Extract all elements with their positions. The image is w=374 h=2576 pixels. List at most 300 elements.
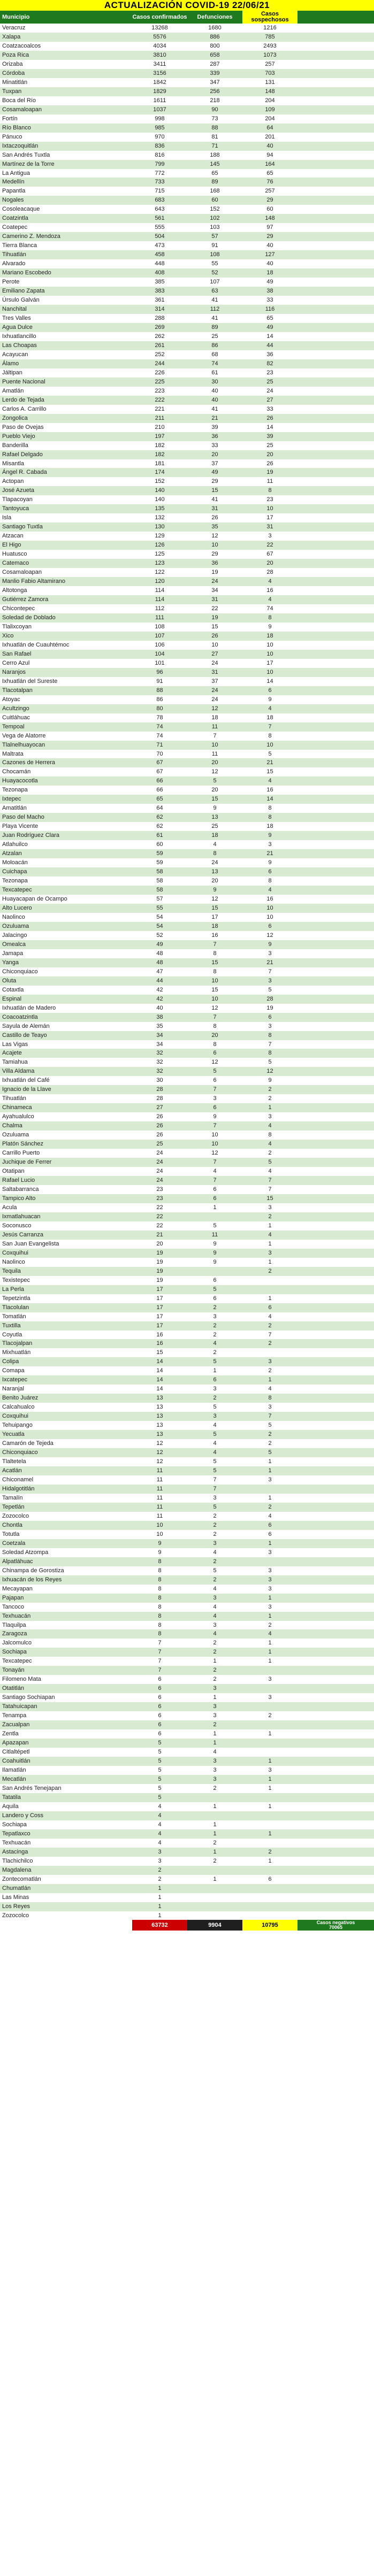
confirmados-cell: 101: [155, 659, 165, 666]
sospechosos-cell: 3: [268, 1576, 272, 1583]
sospechosos-cell: 3: [268, 1358, 272, 1365]
row-spacer: [297, 1512, 374, 1521]
municipio-cell: Nogales: [2, 197, 24, 204]
row-spacer: [297, 1720, 374, 1729]
municipio-cell: Naolinco: [2, 913, 25, 920]
row-spacer: [297, 822, 374, 831]
row-spacer: [297, 1140, 374, 1149]
confirmados-cell: 111: [155, 614, 164, 621]
table-row: [0, 668, 374, 677]
sospechosos-cell: 3: [268, 841, 272, 848]
sospechosos-cell: 4: [268, 705, 272, 712]
municipio-cell: Poza Rica: [2, 51, 29, 58]
row-spacer: [297, 1548, 374, 1557]
row-spacer: [297, 595, 374, 604]
defunciones-cell: 10: [211, 977, 218, 984]
municipio-cell: San Andrés Tenejapan: [2, 1785, 62, 1791]
confirmados-cell: 8: [158, 1594, 162, 1601]
sospechosos-cell: 3: [268, 1022, 272, 1029]
municipio-cell: Veracruz: [2, 25, 26, 31]
confirmados-cell: 22: [156, 1213, 163, 1220]
row-spacer: [297, 1557, 374, 1566]
sospechosos-cell: 6: [268, 922, 272, 929]
confirmados-cell: 5: [158, 1775, 162, 1782]
row-spacer: [297, 1303, 374, 1312]
confirmados-cell: 20: [156, 1240, 163, 1247]
defunciones-cell: 25: [211, 823, 218, 830]
table-row: [0, 822, 374, 831]
row-spacer: [297, 895, 374, 904]
table-row: [0, 976, 374, 986]
table-row: [0, 1811, 374, 1820]
municipio-cell: Acatlán: [2, 1467, 22, 1474]
row-spacer: [297, 1757, 374, 1766]
municipio-cell: Ixtaczoquitlán: [2, 142, 39, 149]
table-row: [0, 1802, 374, 1811]
table-row: [0, 423, 374, 432]
row-spacer: [297, 986, 374, 995]
confirmados-cell: 24: [156, 1150, 163, 1157]
sospechosos-cell: 4: [268, 1512, 272, 1519]
defunciones-cell: 2: [213, 1839, 217, 1846]
row-spacer: [297, 124, 374, 133]
municipio-cell: Cosamaloapan: [2, 106, 42, 113]
defunciones-cell: 7: [213, 941, 217, 948]
municipio-cell: Cosamaloapan: [2, 569, 42, 576]
row-spacer: [297, 1076, 374, 1085]
row-spacer: [297, 1231, 374, 1240]
table-row: [0, 96, 374, 105]
table-row: [0, 1793, 374, 1802]
municipio-cell: Tempoal: [2, 723, 25, 730]
row-spacer: [297, 69, 374, 78]
defunciones-cell: 107: [210, 279, 220, 286]
row-spacer: [297, 133, 374, 142]
municipio-cell: Soledad de Doblado: [2, 614, 56, 621]
municipio-cell: Espinal: [2, 995, 22, 1002]
municipio-cell: Tonayán: [2, 1667, 25, 1674]
sospechosos-cell: 76: [266, 179, 273, 186]
row-spacer: [297, 641, 374, 650]
municipio-cell: Huayacapan de Ocampo: [2, 896, 67, 902]
defunciones-cell: 15: [211, 487, 218, 494]
defunciones-cell: 6: [213, 1050, 217, 1057]
table-row: [0, 967, 374, 976]
confirmados-cell: 11: [156, 1467, 163, 1474]
municipio-cell: Coatepec: [2, 224, 28, 231]
municipio-cell: Huatusco: [2, 551, 27, 558]
municipio-cell: Actopan: [2, 478, 24, 485]
sospechosos-cell: 18: [266, 714, 273, 721]
municipio-cell: Ixhuatlán del Café: [2, 1077, 50, 1084]
table-row: [0, 1194, 374, 1203]
municipio-cell: Chumatlán: [2, 1885, 31, 1891]
sospechosos-cell: 9: [268, 941, 272, 948]
row-spacer: [297, 722, 374, 732]
confirmados-cell: 504: [155, 233, 165, 240]
row-spacer: [297, 1421, 374, 1430]
defunciones-cell: 8: [213, 1041, 217, 1048]
table-row: [0, 895, 374, 904]
confirmados-cell: 130: [155, 524, 165, 530]
table-row: [0, 178, 374, 187]
sospechosos-cell: 3: [268, 1676, 272, 1683]
table-row: [0, 296, 374, 305]
defunciones-cell: 9: [213, 805, 217, 812]
municipio-cell: San Andrés Tuxtla: [2, 151, 50, 158]
defunciones-cell: [187, 1866, 242, 1875]
sospechosos-cell: 36: [266, 351, 273, 358]
sospechosos-cell: 3: [268, 1477, 272, 1483]
table-row: [0, 42, 374, 51]
row-spacer: [297, 350, 374, 359]
sospechosos-cell: [242, 1793, 297, 1802]
row-spacer: [297, 713, 374, 722]
table-row: [0, 259, 374, 268]
municipio-cell: Ixhuatlancillo: [2, 333, 36, 340]
defunciones-cell: 11: [211, 1231, 218, 1238]
sospechosos-cell: 22: [266, 542, 273, 549]
table-row: [0, 1629, 374, 1639]
municipio-cell: Zaragoza: [2, 1631, 27, 1637]
table-row: [0, 1639, 374, 1648]
row-spacer: [297, 1811, 374, 1820]
table-row: [0, 886, 374, 895]
defunciones-cell: 55: [211, 260, 218, 267]
defunciones-cell: 2: [213, 1640, 217, 1647]
table-row: [0, 459, 374, 468]
sospechosos-cell: 8: [268, 814, 272, 821]
municipio-cell: Ixhuatlán del Sureste: [2, 678, 58, 685]
confirmados-cell: 799: [155, 160, 165, 167]
municipio-cell: Zentla: [2, 1731, 19, 1737]
defunciones-cell: 12: [211, 1150, 218, 1157]
confirmados-cell: 1: [158, 1903, 162, 1910]
row-spacer: [297, 1539, 374, 1548]
sospechosos-cell: 40: [266, 260, 273, 267]
municipio-cell: Misantla: [2, 460, 24, 467]
row-spacer: [297, 468, 374, 477]
row-spacer: [297, 1049, 374, 1058]
row-spacer: [297, 995, 374, 1004]
row-spacer: [297, 1766, 374, 1775]
table-row: [0, 958, 374, 967]
sospechosos-cell: 3: [268, 1567, 272, 1574]
defunciones-cell: 74: [211, 360, 218, 367]
defunciones-cell: 12: [211, 1004, 218, 1011]
table-row: [0, 323, 374, 332]
municipio-cell: Rafael Lucio: [2, 1177, 35, 1184]
table-row: [0, 1149, 374, 1158]
sospechosos-cell: 14: [266, 424, 273, 430]
confirmados-cell: 38: [156, 1013, 163, 1020]
sospechosos-cell: 8: [268, 1395, 272, 1402]
confirmados-cell: 71: [156, 741, 163, 748]
defunciones-cell: 13: [211, 814, 218, 821]
row-spacer: [297, 1775, 374, 1784]
confirmados-cell: 106: [155, 641, 165, 648]
municipio-cell: Chalma: [2, 1122, 22, 1129]
header-confirmados: Casos confirmados: [132, 13, 187, 20]
municipio-cell: Santiago Sochiapan: [2, 1694, 55, 1701]
confirmados-cell: 998: [155, 115, 165, 122]
municipio-cell: Álamo: [2, 360, 19, 367]
defunciones-cell: 2: [213, 1521, 217, 1528]
municipio-cell: Coetzala: [2, 1540, 26, 1547]
sospechosos-cell: 19: [266, 1004, 273, 1011]
defunciones-cell: 49: [211, 469, 218, 476]
municipio-cell: Texhuacán: [2, 1839, 31, 1846]
confirmados-cell: 2: [158, 1866, 162, 1873]
table-row: [0, 151, 374, 160]
municipio-cell: Úrsulo Galván: [2, 297, 40, 304]
sospechosos-cell: [242, 1911, 297, 1920]
table-row: [0, 368, 374, 378]
confirmados-cell: 10: [156, 1531, 163, 1537]
table-row: [0, 60, 374, 69]
row-spacer: [297, 1158, 374, 1167]
confirmados-cell: 74: [156, 732, 163, 739]
confirmados-cell: 16: [156, 1340, 163, 1347]
row-spacer: [297, 33, 374, 42]
confirmados-cell: 182: [155, 442, 165, 449]
confirmados-cell: 152: [155, 478, 165, 485]
municipio-cell: Xalapa: [2, 33, 21, 40]
row-spacer: [297, 840, 374, 849]
confirmados-cell: 174: [155, 469, 165, 476]
confirmados-cell: 8: [158, 1585, 162, 1592]
confirmados-cell: 1: [158, 1885, 162, 1891]
table-row: [0, 268, 374, 278]
sospechosos-cell: 7: [268, 723, 272, 730]
sospechosos-cell: 17: [266, 514, 273, 521]
municipio-cell: Acajete: [2, 1050, 22, 1057]
municipio-cell: Zozocolco: [2, 1512, 29, 1519]
municipio-cell: Atzacan: [2, 533, 24, 540]
confirmados-cell: 14: [156, 1358, 163, 1365]
confirmados-cell: 11: [156, 1485, 163, 1492]
sospechosos-cell: 4: [268, 1141, 272, 1148]
municipio-cell: Sayula de Alemán: [2, 1022, 50, 1029]
sospechosos-cell: 6: [268, 1875, 272, 1882]
municipio-cell: Tierra Blanca: [2, 242, 37, 249]
municipio-cell: Coatzacoalcos: [2, 42, 41, 49]
confirmados-cell: 11: [156, 1477, 163, 1483]
confirmados-cell: 11: [156, 1503, 163, 1510]
table-row: [0, 858, 374, 867]
sospechosos-cell: [242, 1866, 297, 1875]
municipio-cell: Tlaquilpa: [2, 1621, 26, 1628]
table-row: [0, 1866, 374, 1875]
municipio-cell: Tuxtilla: [2, 1322, 21, 1329]
defunciones-cell: 7: [213, 1013, 217, 1020]
defunciones-cell: 52: [211, 270, 218, 276]
municipio-cell: Villa Aldama: [2, 1068, 35, 1075]
municipio-cell: Tlacotalpan: [2, 687, 33, 694]
table-row: [0, 1004, 374, 1013]
table-row: [0, 1666, 374, 1675]
sospechosos-cell: 11: [266, 478, 273, 485]
sospechosos-cell: 3: [268, 1694, 272, 1701]
sospechosos-cell: 4: [268, 1386, 272, 1393]
header-sospechosos: Casos sospechosos: [242, 11, 297, 24]
defunciones-cell: 36: [211, 433, 218, 440]
sospechosos-cell: 148: [265, 88, 275, 95]
sospechosos-cell: 67: [266, 551, 273, 558]
table-row: [0, 577, 374, 586]
confirmados-cell: 34: [156, 1032, 163, 1039]
municipio-cell: Aquila: [2, 1803, 19, 1810]
table-row: [0, 813, 374, 822]
defunciones-cell: 9: [213, 887, 217, 894]
confirmados-cell: 28: [156, 1095, 163, 1102]
sospechosos-cell: 31: [266, 524, 273, 530]
confirmados-cell: 4: [158, 1812, 162, 1819]
sospechosos-cell: 1: [268, 1594, 272, 1601]
confirmados-cell: 8: [158, 1621, 162, 1628]
confirmados-cell: 140: [155, 487, 165, 494]
table-row: [0, 758, 374, 767]
row-spacer: [297, 1331, 374, 1340]
sospechosos-cell: 4: [268, 596, 272, 603]
row-spacer: [297, 831, 374, 840]
municipio-cell: Tlachichilco: [2, 1857, 33, 1864]
sospechosos-cell: 1: [268, 1104, 272, 1111]
table-row: [0, 1684, 374, 1693]
table-row: [0, 1231, 374, 1240]
confirmados-cell: 32: [156, 1059, 163, 1066]
row-spacer: [297, 214, 374, 223]
municipio-cell: Apazapan: [2, 1740, 29, 1747]
sospechosos-cell: 33: [266, 405, 273, 412]
municipio-cell: San Juan Evangelista: [2, 1240, 59, 1247]
sospechosos-cell: 65: [266, 315, 273, 321]
sospechosos-cell: 10: [266, 505, 273, 512]
table-row: [0, 1521, 374, 1530]
confirmados-cell: 733: [155, 179, 165, 186]
defunciones-cell: 29: [211, 551, 218, 558]
defunciones-cell: 91: [211, 242, 218, 249]
row-spacer: [297, 1058, 374, 1067]
confirmados-cell: 24: [156, 1168, 163, 1175]
sospechosos-cell: 1: [268, 1458, 272, 1465]
municipio-cell: Camerino Z. Mendoza: [2, 233, 60, 240]
confirmados-cell: 181: [155, 460, 165, 467]
table-row: [0, 1693, 374, 1702]
confirmados-cell: 104: [155, 650, 165, 657]
table-row: [0, 1739, 374, 1748]
municipio-cell: Zongolica: [2, 414, 28, 421]
confirmados-cell: 13: [156, 1413, 163, 1420]
confirmados-cell: 26: [156, 1113, 163, 1120]
total-sospechosos: 10795: [242, 1920, 297, 1931]
confirmados-cell: 816: [155, 151, 165, 158]
municipio-cell: Ixhuatlán de Cuauhtémoc: [2, 641, 70, 648]
sospechosos-cell: 18: [266, 270, 273, 276]
row-spacer: [297, 1648, 374, 1657]
defunciones-cell: 5: [213, 1467, 217, 1474]
confirmados-cell: 32: [156, 1050, 163, 1057]
confirmados-cell: 47: [156, 968, 163, 975]
table-row: [0, 1439, 374, 1448]
table-row: [0, 776, 374, 786]
confirmados-cell: 5: [158, 1749, 162, 1756]
municipio-cell: Pajapan: [2, 1594, 24, 1601]
defunciones-cell: 5: [213, 1431, 217, 1438]
table-row: [0, 1203, 374, 1212]
confirmados-cell: 88: [156, 687, 163, 694]
confirmados-cell: 64: [156, 805, 163, 812]
total-confirmados: 63732: [132, 1920, 187, 1931]
row-spacer: [297, 241, 374, 250]
table-row: [0, 1022, 374, 1031]
confirmados-cell: 58: [156, 878, 163, 885]
municipio-cell: Ixtepec: [2, 796, 21, 803]
table-row: [0, 1512, 374, 1521]
row-spacer: [297, 1103, 374, 1112]
row-spacer: [297, 341, 374, 350]
confirmados-cell: 48: [156, 959, 163, 966]
table-row: [0, 949, 374, 958]
sospechosos-cell: 6: [268, 1521, 272, 1528]
row-spacer: [297, 1629, 374, 1639]
confirmados-cell: 683: [155, 197, 165, 204]
defunciones-cell: 1: [213, 1821, 217, 1828]
defunciones-cell: 15: [211, 959, 218, 966]
defunciones-cell: [187, 1893, 242, 1902]
row-spacer: [297, 1294, 374, 1303]
municipio-cell: Alto Lucero: [2, 904, 32, 911]
defunciones-cell: 4: [213, 1449, 217, 1456]
sospechosos-cell: 10: [266, 650, 273, 657]
table-row: [0, 69, 374, 78]
confirmados-cell: 3810: [153, 51, 166, 58]
row-spacer: [297, 1013, 374, 1022]
confirmados-cell: 5: [158, 1785, 162, 1791]
confirmados-cell: 32: [156, 1068, 163, 1075]
defunciones-cell: 658: [210, 51, 220, 58]
defunciones-cell: 27: [211, 650, 218, 657]
table-row: [0, 1276, 374, 1285]
header-municipio: Municipio: [2, 13, 30, 20]
confirmados-cell: 182: [155, 451, 165, 458]
table-row: [0, 940, 374, 949]
table-row: [0, 105, 374, 114]
table-row: [0, 750, 374, 759]
defunciones-cell: 57: [211, 233, 218, 240]
sospechosos-cell: 4: [268, 887, 272, 894]
sospechosos-cell: 131: [265, 79, 275, 86]
defunciones-cell: 2: [213, 1667, 217, 1674]
municipio-cell: Tatatila: [2, 1794, 21, 1801]
sospechosos-cell: [242, 1485, 297, 1494]
row-spacer: [297, 750, 374, 759]
sospechosos-cell: 5: [268, 1422, 272, 1429]
municipio-cell: Atlahuilco: [2, 841, 28, 848]
table-row: [0, 922, 374, 931]
row-spacer: [297, 1820, 374, 1829]
sospechosos-cell: 3: [268, 1603, 272, 1610]
confirmados-cell: 221: [155, 405, 165, 412]
municipio-cell: Altotonga: [2, 587, 27, 594]
defunciones-cell: 81: [211, 133, 218, 140]
row-spacer: [297, 42, 374, 51]
confirmados-cell: 24: [156, 1177, 163, 1184]
row-spacer: [297, 504, 374, 513]
row-spacer: [297, 1448, 374, 1457]
defunciones-cell: 11: [211, 723, 218, 730]
sospechosos-cell: 14: [266, 678, 273, 685]
